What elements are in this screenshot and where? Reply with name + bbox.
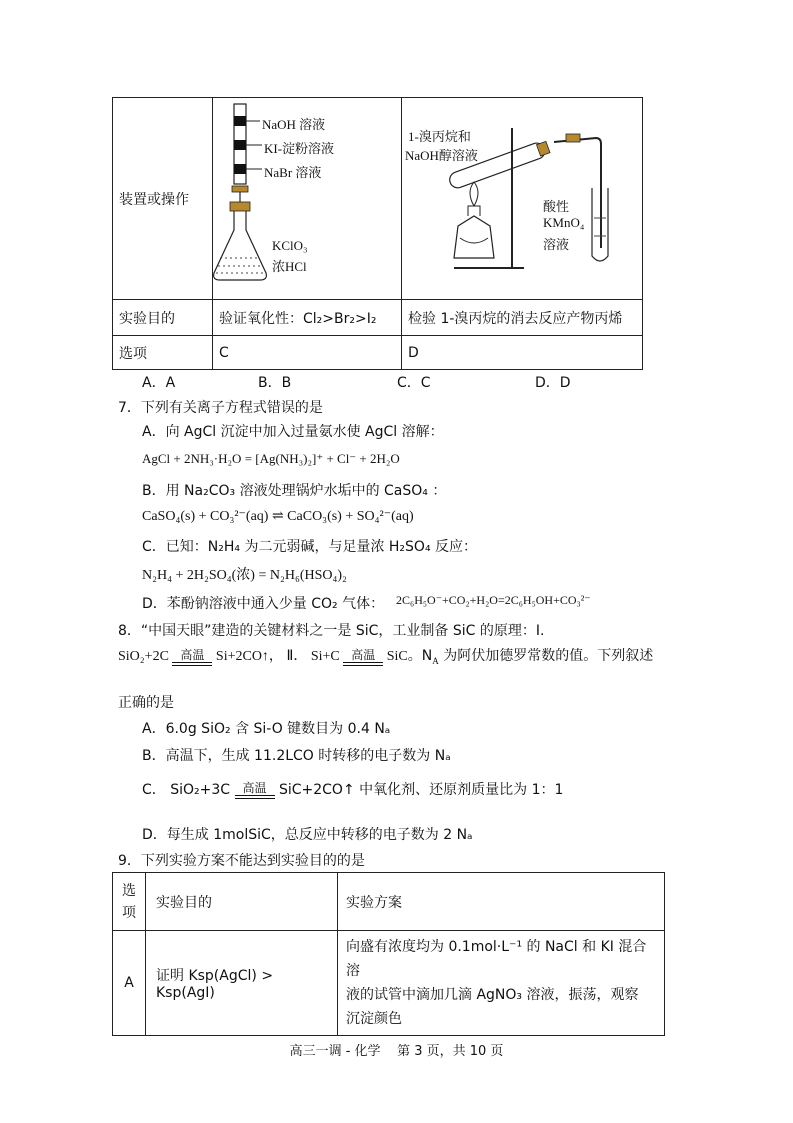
q8-eq2-right: SiC <box>386 649 408 664</box>
row-label-purpose: 实验目的 <box>113 300 213 336</box>
q8-option-c-condition: 高温 <box>235 782 275 799</box>
purpose-c: 验证氧化性：Cl₂>Br₂>I₂ <box>213 300 402 336</box>
c-flask-label-kclo3: KClO₃ <box>272 238 308 253</box>
option-d: D <box>402 336 643 370</box>
d-tube-label-2: KMnO₄ <box>543 215 585 230</box>
q9-header-purpose: 实验目的 <box>146 873 338 931</box>
c-flask-label-hcl: 浓HCl <box>272 259 307 274</box>
row-label-apparatus: 装置或操作 <box>113 98 213 300</box>
page-footer: 高三一调 - 化学 第 3 页，共 10 页 <box>289 1044 504 1059</box>
q8-option-c-left: C． SiO₂+3C <box>142 782 231 798</box>
q8-stem-rest: 为阿伏加德罗常数的值。下列叙述 <box>438 648 654 664</box>
q7-option-c-text: C．已知：N₂H₄ 为二元弱碱，与足量浓 H₂SO₄ 反应： <box>142 539 478 555</box>
c-label-ki: KI-淀粉溶液 <box>264 141 335 156</box>
q9-row-option: A <box>113 931 146 1036</box>
q8-roman-2: Ⅱ． <box>286 648 308 664</box>
q8-option-c-right: SiC+2CO↑ 中氧化剂、还原剂质量比为 1：1 <box>278 782 564 798</box>
d-label-1: 1-溴丙烷和 <box>408 129 471 144</box>
c-label-naoh: NaOH 溶液 <box>262 117 326 132</box>
q8-stem-line1: 8．“中国天眼”建造的关键材料之一是 SiC，工业制备 SiC 的原理：Ⅰ. <box>118 623 545 639</box>
option-c: C <box>213 336 402 370</box>
d-label-2: NaOH醇溶液 <box>405 148 478 163</box>
q8-option-c <box>142 779 563 799</box>
q7-option-a-text: A．向 AgCl 沉淀中加入过量氨水使 AgCl 溶解： <box>142 424 444 440</box>
q8-option-b: B．高温下，生成 11.2LCO 时转移的电子数为 Nₐ <box>142 748 451 764</box>
q7-option-d-equation: 2C₆H₅O⁻+CO₂+H₂O=2C₆H₅OH+CO₃²⁻ <box>396 593 591 607</box>
q9-stem: 9．下列实验方案不能达到实验目的的是 <box>118 853 365 869</box>
q9-plan-line1: 向盛有浓度均为 0.1mol·L⁻¹ 的 NaCl 和 KI 混合溶 <box>346 939 647 979</box>
q6-choice-d: D．D <box>535 375 571 391</box>
d-tube-label-3: 溶液 <box>543 237 570 252</box>
q8-eq1-left: SiO₂+2C <box>118 649 169 664</box>
purpose-d: 检验 1-溴丙烷的消去反应产物丙烯 <box>402 300 643 336</box>
q7-option-c-equation: N₂H₄ + 2H₂SO₄(浓) = N₂H₆(HSO₄)₂ <box>142 568 347 583</box>
q9-row-plan <box>338 931 665 1036</box>
q9-plan-line3: 沉淀颜色 <box>346 1011 402 1027</box>
q7-option-b-equation: CaSO₄(s) + CO₃²⁻(aq) ⇌ CaCO₃(s) + SO₄²⁻(aq) <box>142 509 414 524</box>
q9-row-purpose: 证明 Ksp(AgCl) > Ksp(AgI) <box>146 931 338 1036</box>
q8-eq1-right: Si+2CO↑， <box>215 649 283 664</box>
q8-stem-line2: SiO₂+2C 高温 Si+2CO↑， Ⅱ． Si+C 高温 SiC。$N_A$ 为阿伏加德罗常数的值。下列叙述 <box>118 647 654 666</box>
q8-option-d: D．每生成 1molSiC，总反应中转移的电子数为 2 Nₐ <box>142 827 473 843</box>
q8-eq2-left: Si+C <box>310 649 340 664</box>
q7-option-d-text: D．苯酚钠溶液中通入少量 CO₂ 气体： <box>142 596 385 612</box>
c-label-nabr: NaBr 溶液 <box>264 165 322 180</box>
q6-choice-a: A．A <box>142 375 176 391</box>
q6-choice-c: C．C <box>397 375 431 391</box>
row-label-option: 选项 <box>113 336 213 370</box>
q8-stem-line3: 正确的是 <box>118 695 174 711</box>
q8-stem-na: 。N <box>407 648 433 664</box>
q8-eq1-condition: 高温 <box>172 649 212 666</box>
q6-choice-b: B．B <box>258 375 292 391</box>
q7-option-a-equation: AgCl + 2NH₃·H₂O = [Ag(NH₃)₂]⁺ + Cl⁻ + 2H₂O <box>142 451 400 466</box>
q8-eq2-condition: 高温 <box>343 649 383 666</box>
q9-plan-line2: 液的试管中滴加几滴 AgNO₃ 溶液，振荡，观察 <box>346 987 639 1003</box>
q7-stem: 7．下列有关离子方程式错误的是 <box>118 400 323 416</box>
d-tube-label-1: 酸性 <box>543 199 570 214</box>
q9-header-plan: 实验方案 <box>338 873 665 931</box>
q8-option-a: A．6.0g SiO₂ 含 Si-O 键数目为 0.4 Nₐ <box>142 721 391 737</box>
q9-header-option: 选项 <box>113 873 146 931</box>
q9-table <box>112 872 665 1036</box>
q7-option-b-text: B．用 Na₂CO₃ 溶液处理锅炉水垢中的 CaSO₄ ： <box>142 483 447 499</box>
